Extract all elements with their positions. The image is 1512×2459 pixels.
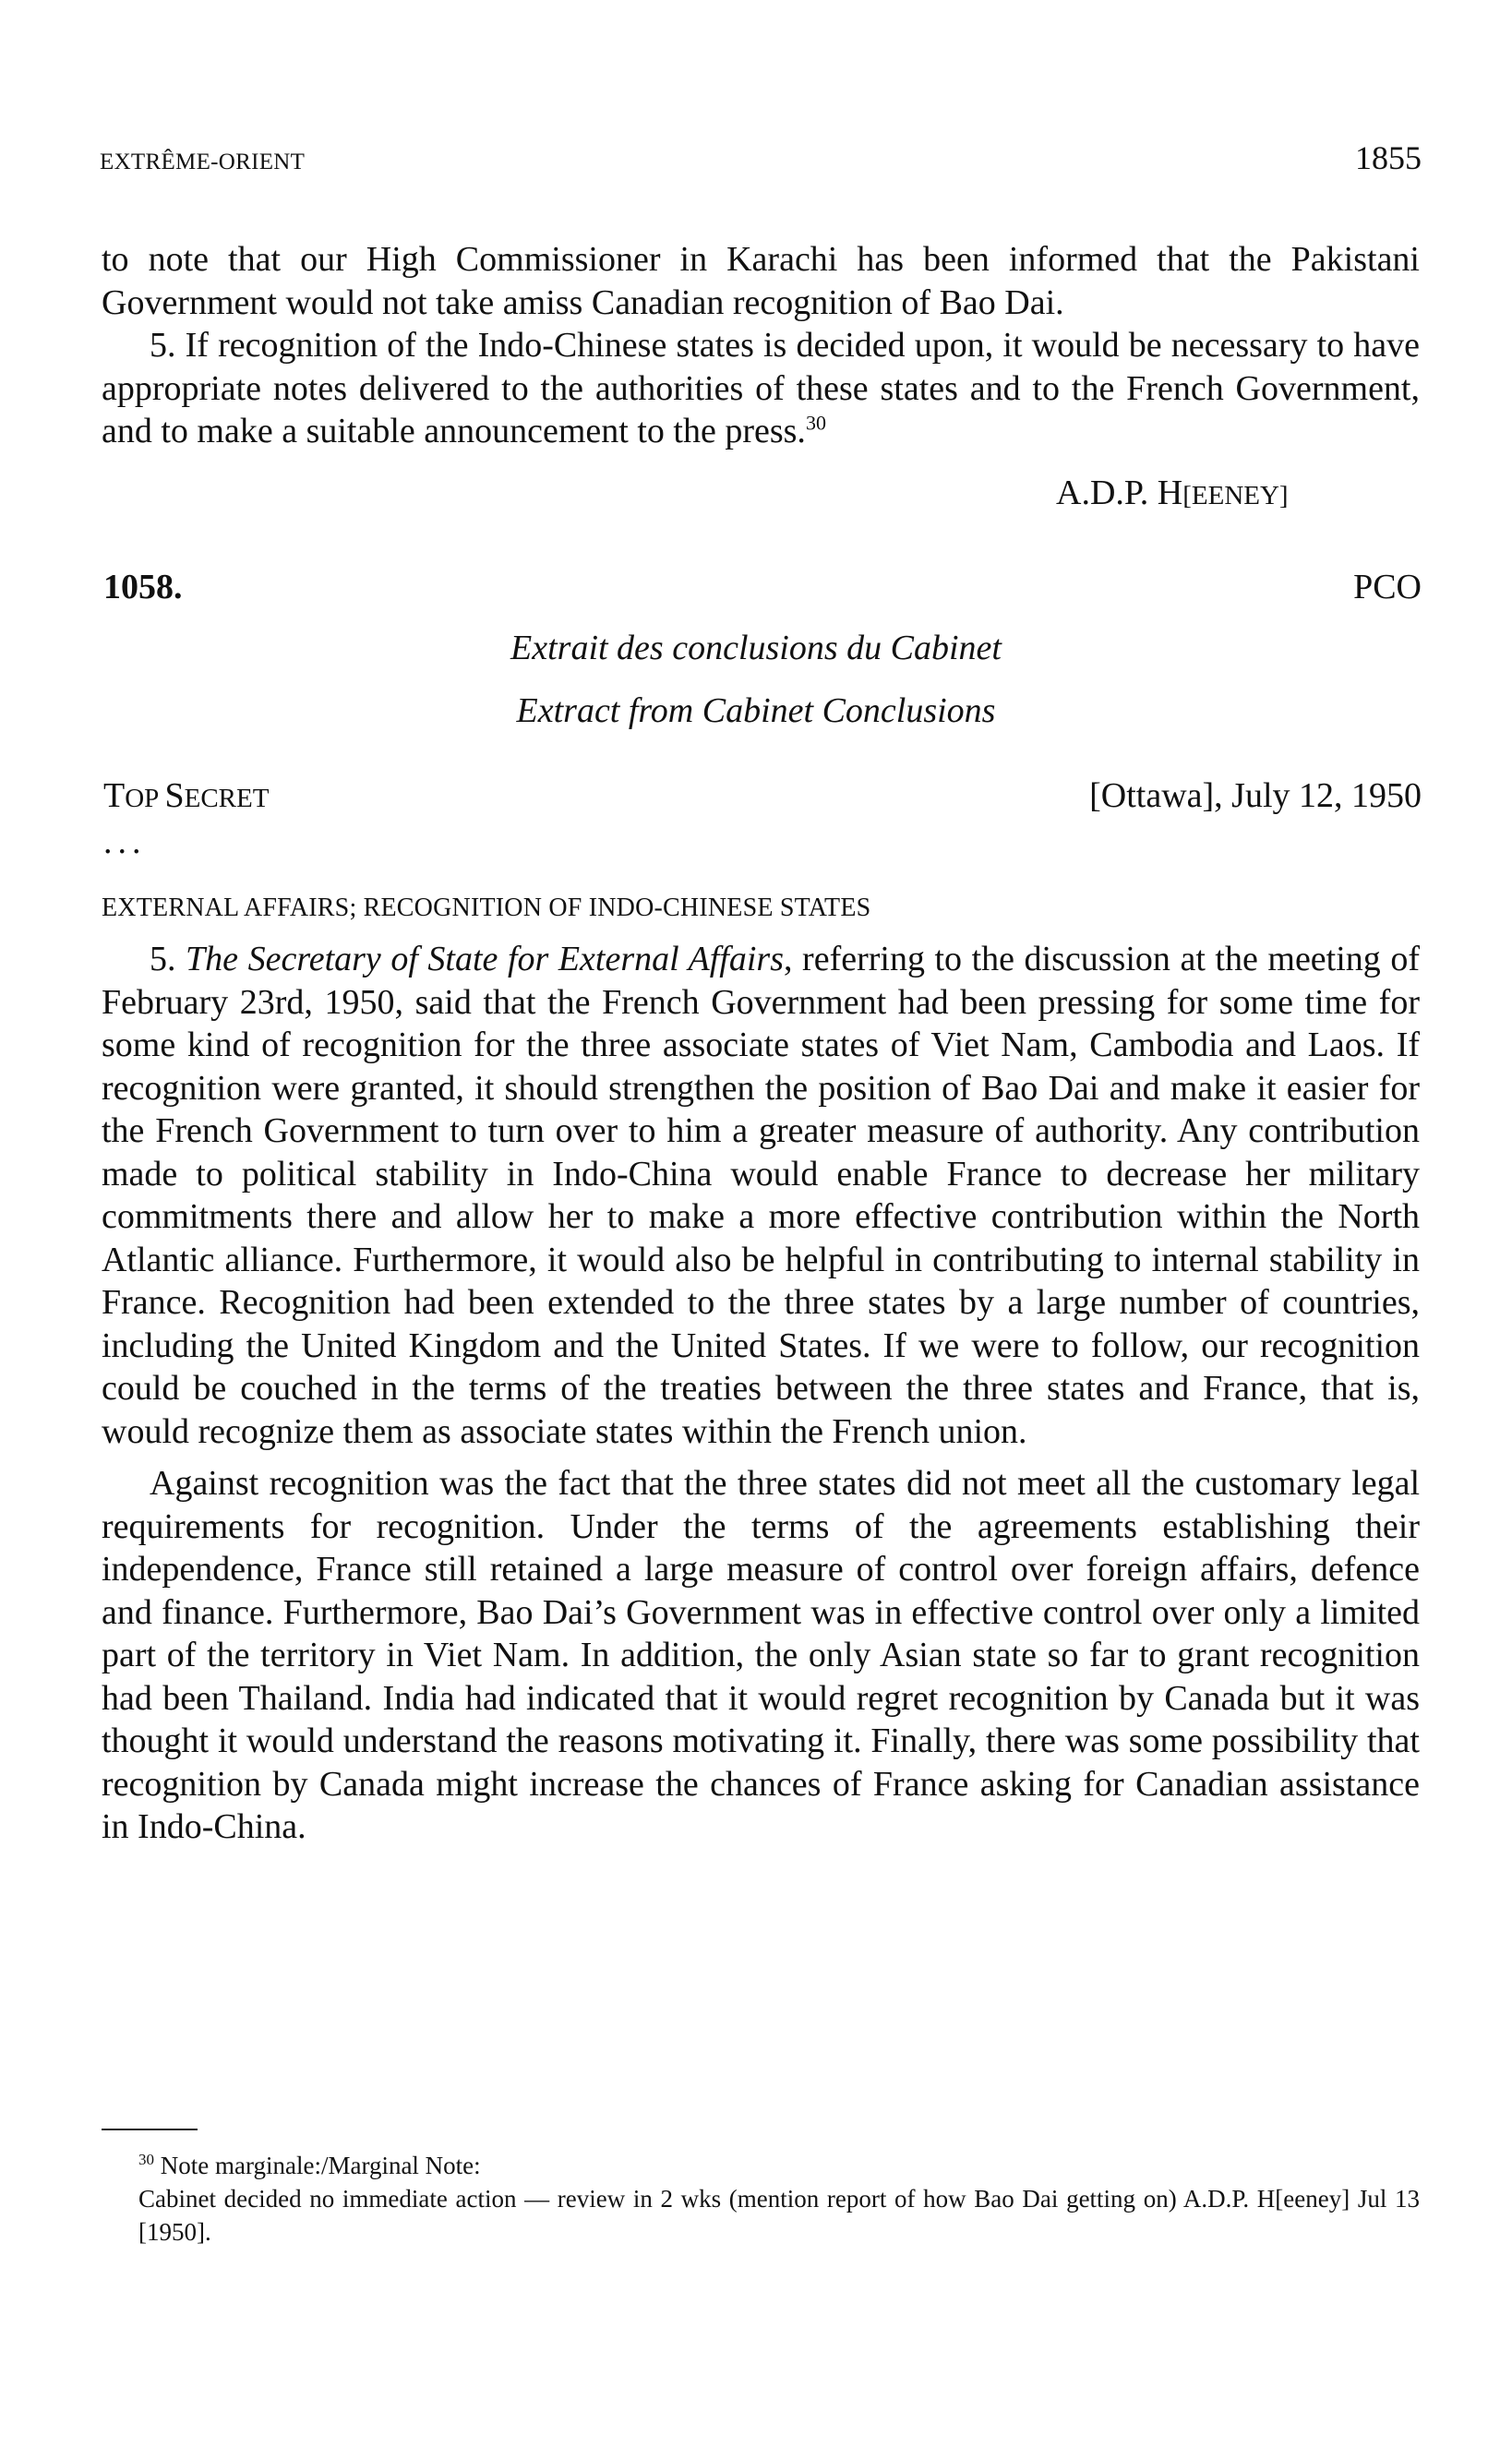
footnote-heading: $^{30}$ Note marginale:/Marginal Note: xyxy=(138,2151,481,2179)
classification-row xyxy=(103,775,1422,816)
footnote-text: Cabinet decided no immediate action — review in 2 wks (mention report of how Bao Dai getting on) A.D.P. H[eeney] Jul 13 [1950]. xyxy=(138,2185,1420,2246)
page-number: 1855 xyxy=(1355,139,1422,176)
signature xyxy=(1056,473,1289,513)
document-number: 1058. xyxy=(103,568,183,606)
footnote-reference: 30 xyxy=(805,411,826,435)
document-title-english: Extract from Cabinet Conclusions xyxy=(516,691,996,730)
signature-initials: A.D.P. H xyxy=(1056,474,1183,512)
document-title-french: Extrait des conclusions du Cabinet xyxy=(510,629,1002,667)
paragraph-text: 5. If recognition of the Indo-Chinese states is decided upon, it would be necessary to have appropriate notes delivered to the authorities of these states and to the French Government, and to make a suitable announcement to the press. xyxy=(102,326,1420,450)
continuation-text xyxy=(102,238,1420,453)
speaker: The Secretary of State for External Affairs xyxy=(186,940,784,978)
footnote-mark: 30 xyxy=(138,2151,154,2168)
conclusion-paragraph-2: Against recognition was the fact that the three states did not meet all the customary legal requirements for recognition. Under the terms of the agreements establishing their independence, France still retained a large measure of control over foreign affairs, defence and finance. Furthermore, Bao Dai’s Government was in effective control over only a limited part of the territory in Viet Nam. In addition, the only Asian state so far to grant recognition had been Thailand. India had indicated that it would regret recognition by Canada but it was thought it would understand the reasons motivating it. Finally, there was some possibility that recognition by Canada might increase the chances of France asking for Canadian assistance in Indo-China. xyxy=(102,1464,1420,1846)
running-head: EXTRÊME-ORIENT xyxy=(100,150,306,174)
subject-heading: EXTERNAL AFFAIRS; RECOGNITION OF INDO-CHINESE STATES xyxy=(102,894,871,922)
document-header xyxy=(103,567,1422,607)
conclusions-text xyxy=(102,938,1420,1849)
omission-ellipsis: ... xyxy=(103,822,147,861)
place-date: [Ottawa], July 12, 1950 xyxy=(1089,776,1422,815)
signature-surname: [EENEY] xyxy=(1182,481,1289,510)
footnote xyxy=(138,2149,1420,2249)
document-source: PCO xyxy=(1353,568,1422,606)
conclusion-paragraph-1: 5. The Secretary of State for External Affairs, referring to the discussion at the meeting of February 23rd, 1950, said that the French Government had been pressing for some time for some kind of recognition for the three associate states of Viet Nam, Cambodia and Laos. If recognition were granted, it should strengthen the position of Bao Dai and make it easier for the French Government to turn over to him a greater measure of authority. Any contribution made to political stability in Indo-China would enable France to decrease her military commitments there and allow her to make a more effective contribution within the North Atlantic alliance. Furthermore, it would also be helpful in contributing to internal stability in France. Recognition had been extended to the three states by a large number of countries, including the United Kingdom and the United States. If we were to follow, our recognition could be couched in the terms of the treaties between the three states and France, that is, would recognize them as associate states within the French union. xyxy=(102,940,1420,1451)
classification: TOP SECRET xyxy=(103,776,270,815)
footnote-rule xyxy=(102,2129,198,2130)
recognition-procedure-paragraph xyxy=(102,324,1420,453)
page-header xyxy=(100,138,1422,177)
continuation-paragraph: to note that our High Commissioner in Karachi has been informed that the Pakistani Government would not take amiss Canadian recognition of Bao Dai. xyxy=(102,240,1420,322)
